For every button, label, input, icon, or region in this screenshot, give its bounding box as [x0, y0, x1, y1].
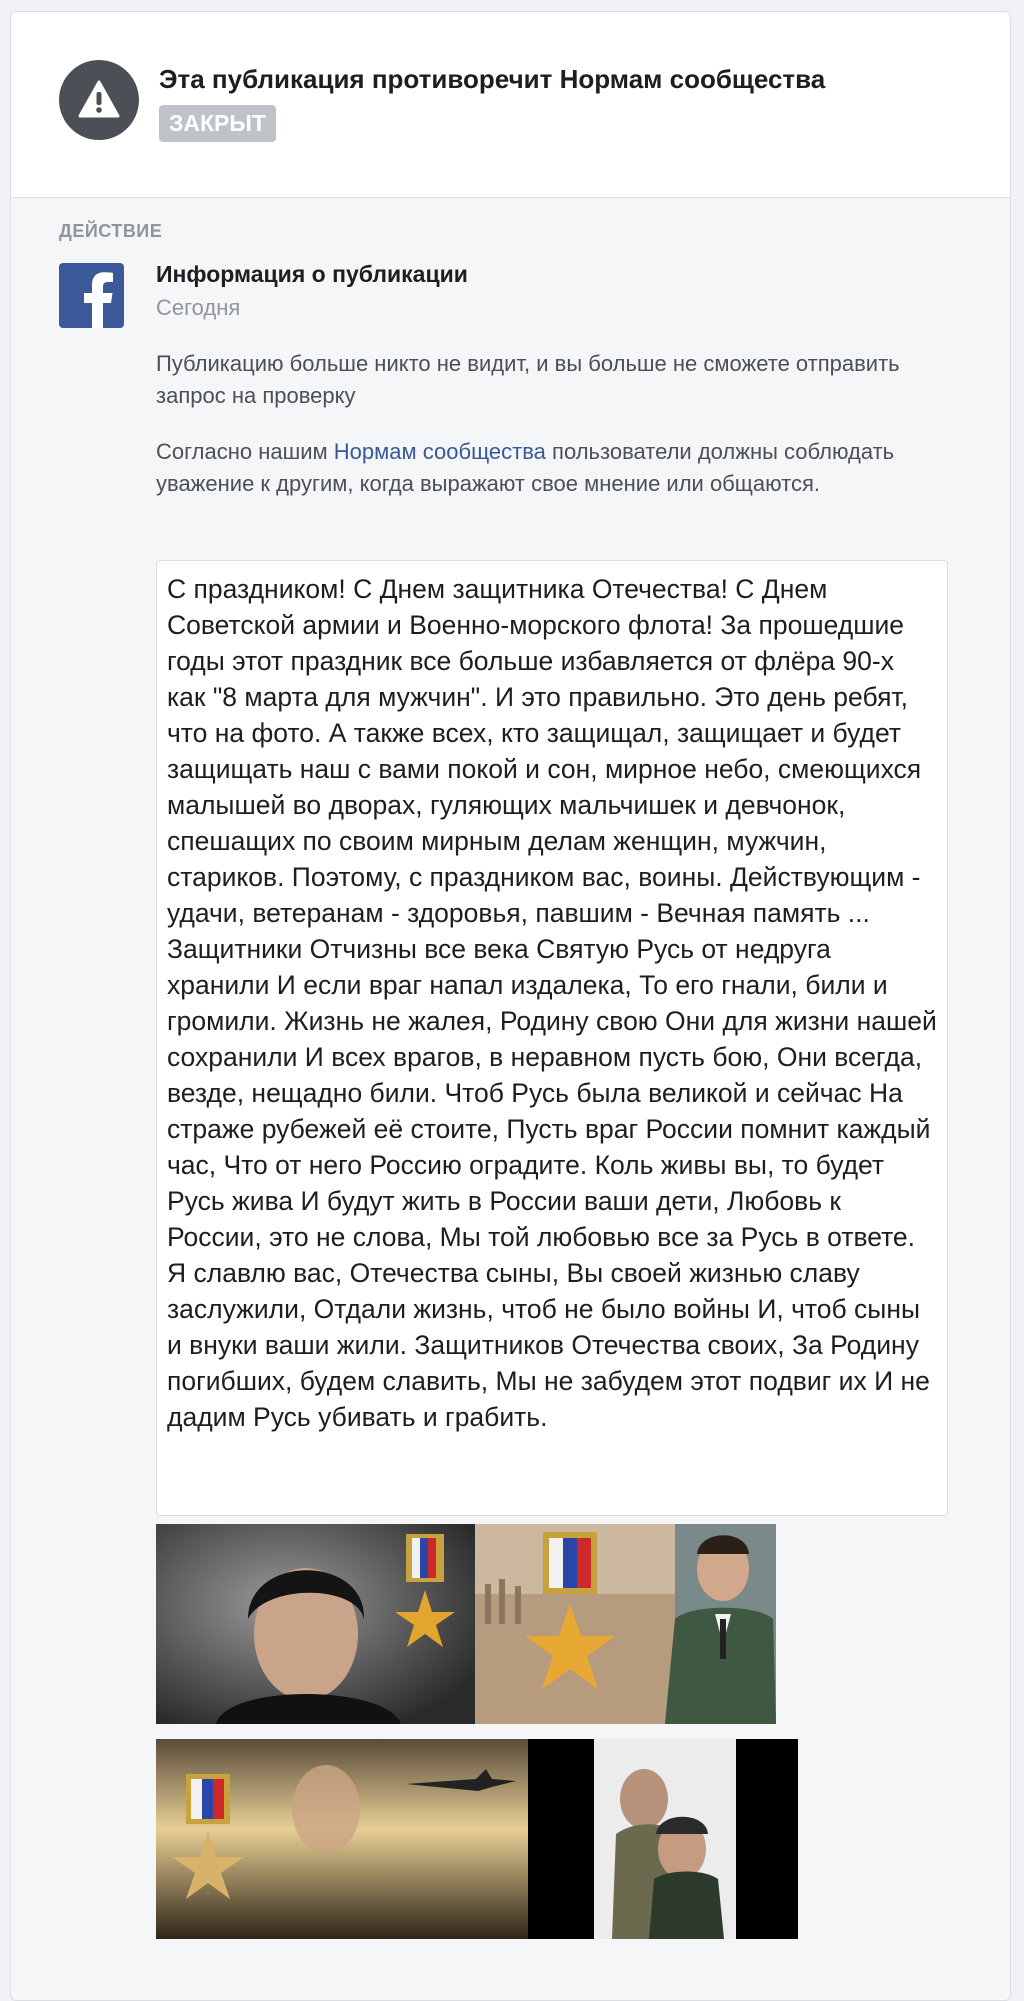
status-badge: ЗАКРЫТ — [159, 105, 276, 142]
moderation-card — [10, 11, 1011, 2001]
card-header — [11, 12, 1010, 198]
post-image-row-2 — [156, 1739, 798, 1939]
page-title: Эта публикация противоречит Нормам сообщества — [159, 64, 826, 94]
post-image-row-1 — [156, 1524, 776, 1724]
standards-suffix: пользователи должны соблюдать уважение к другим, когда выражают свое мнение или общаются. — [156, 439, 895, 496]
post-text-box — [156, 560, 948, 1516]
post-text: С праздником! С Днем защитника Отечества! С Днем Советской армии и Военно-морского флота! За прошедшие годы этот праздник все больше избавляется от флёра 90-х как "8 марта для мужчин". И это правильно. Это день ребят, что на фото. А также всех, кто защищал, защищает и будет защищать наш с вами покой и сон, мирное небо, смеющихся малышей во дворах, гуляющих мальчишек и девчонок, спешащих по своим мирным делам женщин, мужчин, стариков. Поэтому, с праздником вас, воины. Действующим - удачи, ветеранам - здоровья, павшим - Вечная память ... Защитники Отчизны все века Святую Русь от недруга хранили И если враг напал издалека, То его гнали, били и громили. Жизнь не жалея, Родину свою Они для жизни нашей сохранили И всех врагов, в неравном пусть бою, Они всегда, везде, нещадно били. Чтоб Русь была великой и сейчас На страже рубежей её стоите, Пусть враг России помнит каждый час, Что от него Россию оградите. Коль живы вы, то будет Русь жива И будут жить в России ваши дети, Любовь к России, это не слова, Мы той любовью все за Русь в ответе. Я славлю вас, Отечества сыны, Вы своей жизнью славу заслужили, Отдали жизнь, чтоб не было войны И, чтоб сыны и внуки ваши жили. Защитников Отечества своих, За Родину погибших, будем славить, Мы не забудем этот подвиг их И не дадим Русь убивать и грабить. — [167, 574, 937, 1432]
post-photo-1[interactable] — [156, 1524, 475, 1724]
visibility-notice: Публикацию больше никто не видит, и вы больше не сможете отправить запрос на проверку — [156, 351, 900, 408]
post-photo-4[interactable] — [594, 1739, 798, 1939]
warning-icon — [59, 60, 139, 140]
facebook-logo-icon — [59, 263, 124, 328]
standards-notice — [156, 436, 956, 500]
standards-prefix: Согласно нашим — [156, 439, 334, 464]
community-standards-link[interactable]: Нормам сообщества — [333, 439, 546, 464]
publication-info-title: Информация о публикации — [156, 261, 468, 287]
publication-info-date: Сегодня — [156, 295, 241, 320]
post-photo-3[interactable] — [156, 1739, 594, 1939]
post-photo-2[interactable] — [475, 1524, 776, 1724]
section-label: ДЕЙСТВИЕ — [59, 221, 163, 241]
